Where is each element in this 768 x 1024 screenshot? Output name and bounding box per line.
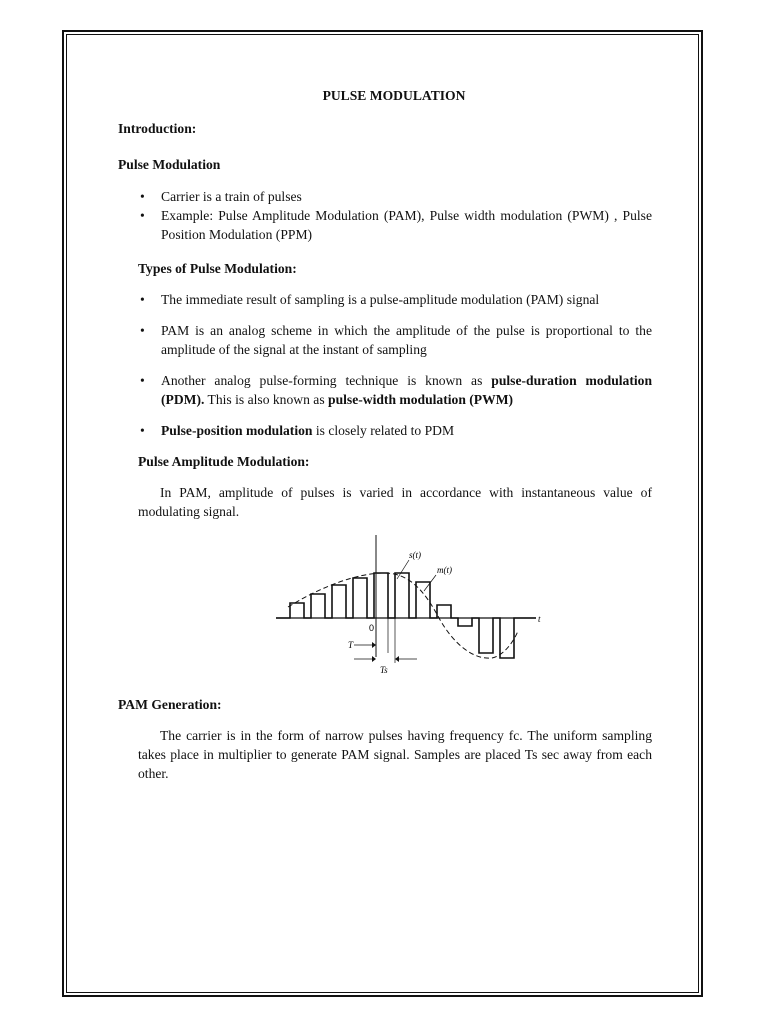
pam-heading: Pulse Amplitude Modulation:	[138, 454, 310, 469]
types-bullet-list	[118, 290, 652, 440]
bold-term: pulse-width modulation (PWM)	[328, 392, 514, 407]
Ts-arrowhead-left	[372, 656, 376, 662]
T-arrowhead	[372, 642, 376, 648]
list-item	[118, 371, 652, 409]
T-label: T	[348, 640, 354, 650]
Ts-arrowhead-right	[395, 656, 399, 662]
bold-term: pulse-duration modulation (PDM).	[161, 373, 653, 407]
pulse-modulation-heading: Pulse Modulation	[118, 157, 221, 172]
origin-zero-label: 0	[369, 623, 375, 633]
message-signal-envelope	[288, 573, 518, 658]
pam-waveform-figure	[118, 535, 652, 683]
text-run: This is also known as	[204, 392, 329, 407]
list-item: • Carrier is a train of pulses	[118, 187, 652, 206]
t-axis-label: t	[538, 614, 541, 624]
page-title: PULSE MODULATION	[322, 88, 466, 103]
list-item: • Example: Pulse Amplitude Modulation (PAM), Pulse width modulation (PWM) , Pulse Position Modulation (PPM)	[118, 206, 652, 244]
m-t-label: m(t)	[437, 565, 452, 575]
text-run: Another analog pulse-forming technique is known as	[161, 373, 492, 388]
list-item	[118, 421, 652, 440]
list-item: • PAM is an analog scheme in which the amplitude of the pulse is proportional to the amplitude of the signal at the instant of sampling	[118, 321, 652, 359]
list-item: • The immediate result of sampling is a pulse-amplitude modulation (PAM) signal	[118, 290, 652, 309]
s-t-label: s(t)	[409, 550, 421, 560]
pam-waveform-diagram	[274, 535, 544, 683]
Ts-label: Ts	[380, 665, 388, 675]
types-heading: Types of Pulse Modulation:	[138, 261, 297, 276]
pam-generation-heading: PAM Generation:	[118, 697, 222, 712]
pam-generation-paragraph: The carrier is in the form of narrow pulses having frequency fc. The uniform sampling takes place in multiplier to generate PAM signal. Samples are placed Ts sec away from each other.	[138, 728, 652, 781]
document-body	[118, 86, 652, 797]
intro-bullet-list	[118, 187, 652, 244]
bold-term: Pulse-position modulation	[161, 423, 313, 438]
pam-pulse-train	[276, 573, 536, 658]
s-label-leader	[397, 560, 409, 579]
pam-paragraph: In PAM, amplitude of pulses is varied in accordance with instantaneous value of modulating signal.	[138, 485, 652, 519]
introduction-heading: Introduction:	[118, 121, 197, 136]
text-run: is closely related to PDM	[312, 423, 455, 438]
